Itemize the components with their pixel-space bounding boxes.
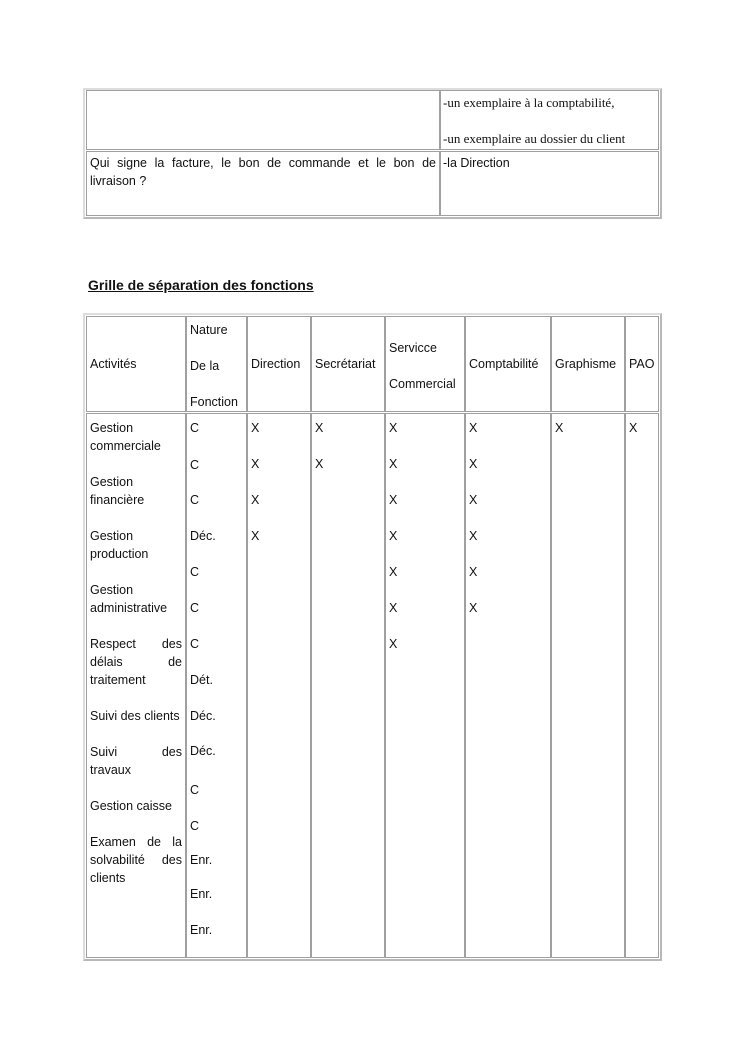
nature-value: C — [190, 601, 200, 615]
activity-item: Gestion administrative — [90, 583, 168, 615]
nature-value: C — [190, 493, 200, 507]
header-secretariat — [311, 316, 385, 412]
activities-column — [86, 413, 186, 958]
nature-value: C — [190, 637, 200, 651]
header-label: Graphisme — [555, 357, 617, 371]
top-table-cell — [440, 90, 659, 150]
pao-column — [625, 413, 659, 958]
nature-value: C — [190, 421, 200, 435]
nature-value: Enr. — [190, 853, 213, 867]
comptabilite-column — [465, 413, 551, 958]
x-mark: X — [469, 529, 478, 543]
x-mark: X — [389, 421, 398, 435]
nature-value: Dét. — [190, 673, 213, 687]
x-mark: X — [251, 529, 260, 543]
activity-item: Gestion commerciale — [90, 421, 161, 453]
header-pao — [625, 316, 659, 412]
graphisme-column — [551, 413, 625, 958]
x-mark: X — [469, 601, 478, 615]
nature-value: C — [190, 458, 200, 472]
top-table-cell — [86, 151, 440, 216]
x-mark: X — [629, 421, 638, 435]
activity-item: Suivi des travaux — [90, 745, 182, 777]
top-table-cell — [86, 90, 440, 150]
cell-text: -un exemplaire au dossier du client — [443, 131, 626, 146]
activity-item: Gestion caisse — [90, 799, 172, 813]
nature-value: Déc. — [190, 709, 216, 723]
commercial-column — [385, 413, 465, 958]
x-mark: X — [469, 565, 478, 579]
x-mark: X — [389, 457, 398, 471]
nature-value: C — [190, 819, 200, 833]
activity-item: Suivi des clients — [90, 709, 180, 723]
x-mark: X — [469, 457, 478, 471]
x-mark: X — [555, 421, 564, 435]
x-mark: X — [251, 457, 260, 471]
direction-column — [247, 413, 311, 958]
activity-item: Respect des délais de traitement — [90, 637, 182, 687]
header-activites — [86, 316, 186, 412]
section-title: Grille de séparation des fonctions — [88, 277, 314, 293]
x-mark: X — [315, 421, 324, 435]
header-nature — [186, 316, 247, 412]
header-direction — [247, 316, 311, 412]
activity-item: Examen de la solvabilité des clients — [90, 835, 182, 885]
header-comptabilite — [465, 316, 551, 412]
activity-item: Gestion financière — [90, 475, 145, 507]
x-mark: X — [251, 421, 260, 435]
nature-value: Enr. — [190, 923, 213, 937]
x-mark: X — [315, 457, 324, 471]
x-mark: X — [389, 493, 398, 507]
secretariat-column — [311, 413, 385, 958]
header-label: Nature — [190, 323, 228, 337]
header-label: Commercial — [389, 377, 456, 391]
x-mark: X — [389, 601, 398, 615]
header-label: Comptabilité — [469, 357, 539, 371]
x-mark: X — [389, 637, 398, 651]
x-mark: X — [389, 565, 398, 579]
x-mark: X — [251, 493, 260, 507]
header-graphisme — [551, 316, 625, 412]
top-table-cell — [440, 151, 659, 216]
header-label: Secrétariat — [315, 357, 376, 371]
activity-item: Gestion production — [90, 529, 149, 561]
header-label: De la — [190, 359, 220, 373]
header-label: Fonction — [190, 395, 238, 409]
header-label: PAO — [629, 357, 655, 371]
answer-text: -la Direction — [443, 156, 510, 170]
nature-value: C — [190, 783, 200, 797]
x-mark: X — [469, 493, 478, 507]
header-label: Activités — [90, 357, 137, 371]
nature-value: Déc. — [190, 529, 216, 543]
nature-value: Enr. — [190, 887, 213, 901]
header-label: Direction — [251, 357, 301, 371]
question-text: Qui signe la facture, le bon de commande et le bon de livraison ? — [90, 156, 436, 188]
nature-value: C — [190, 565, 200, 579]
nature-value: Déc. — [190, 744, 216, 758]
x-mark: X — [389, 529, 398, 543]
x-mark: X — [469, 421, 478, 435]
nature-column — [186, 413, 247, 958]
cell-text: -un exemplaire à la comptabilité, — [443, 95, 615, 110]
header-commercial — [385, 316, 465, 412]
header-label: Servicce — [389, 341, 437, 355]
